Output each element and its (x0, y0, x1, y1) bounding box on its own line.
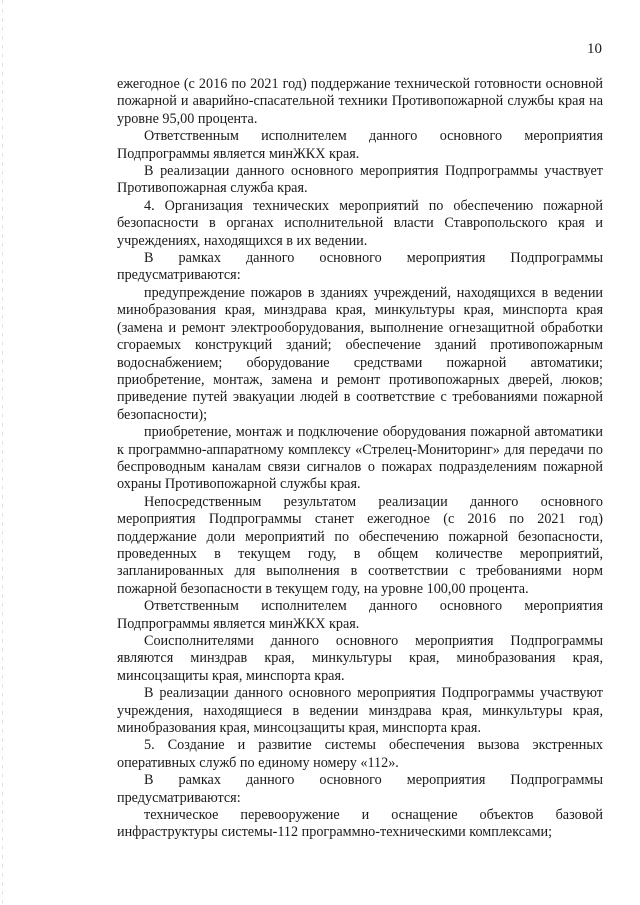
paragraph-continuation: ежегодное (с 2016 по 2021 год) поддержание технической готовности основной пожарной и аварийно-спасательной техники Противопожарной службы края на уровне 95,00 процента. (117, 76, 603, 127)
list-paragraph: приобретение, монтаж и подключение оборудования пожарной автоматики к программно-аппаратному комплексу «Стрелец-Мониторинг» для передачи по беспроводным каналам связи сигналов о пожарах подразделениям пожарной охраны Противопожарной службы края. (117, 424, 603, 493)
paragraph: В рамках данного основного мероприятия Подпрограммы предусматриваются: (117, 250, 603, 284)
document-body (117, 76, 603, 842)
paragraph: Ответственным исполнителем данного основного мероприятия Подпрограммы является минЖКХ края. (117, 598, 603, 632)
paragraph: В реализации данного основного мероприятия Подпрограммы участвуют учреждения, находящиеся в ведении минздрава края, минкультуры края, минобразования края, минсоцзащиты края, минспорта края. (117, 685, 603, 737)
list-paragraph: техническое перевооружение и оснащение объектов базовой инфраструктуры системы-112 программно-техническими комплексами; (117, 807, 603, 841)
scan-edge-marks (2, 0, 5, 905)
paragraph: В реализации данного основного мероприятия Подпрограммы участвует Противопожарная служба края. (117, 163, 603, 197)
paragraph: Ответственным исполнителем данного основного мероприятия Подпрограммы является минЖКХ края. (117, 128, 603, 162)
section-heading-paragraph: 5. Создание и развитие системы обеспечения вызова экстренных оперативных служб по единому номеру «112». (117, 737, 603, 771)
list-paragraph: предупреждение пожаров в зданиях учреждений, находящихся в ведении минобразования края, минздрава края, минкультуры края, минспорта края (замена и ремонт электрооборудования, выполнение огнезащитной обработки сгораемых конструкций зданий; обеспечение зданий противопожарным водоснабжением; оборудование средствами пожарной автоматики; приобретение, монтаж, замена и ремонт противопожарных дверей, люков; приведение путей эвакуации людей в соответствие с требованиями пожарной безопасности); (117, 284, 603, 423)
section-heading-paragraph: 4. Организация технических мероприятий по обеспечению пожарной безопасности в органах исполнительной власти Ставропольского края и учреждениях, находящихся в их ведении. (117, 197, 603, 249)
page-number: 10 (587, 41, 602, 57)
paragraph: Непосредственным результатом реализации данного основного мероприятия Подпрограммы станет ежегодное (с 2016 по 2021 год) поддержание доли мероприятий по обеспечению пожарной безопасности, проведенных в текущем году, в общем количестве мероприятий, запланированных для выполнения в соответствии с требованиями норм пожарной безопасности в текущем году, на уровне 100,00 процента. (117, 493, 603, 597)
paragraph: Соисполнителями данного основного мероприятия Подпрограммы являются минздрав края, минкультуры края, минобразования края, минсоцзащиты края, минспорта края. (117, 633, 603, 684)
paragraph: В рамках данного основного мероприятия Подпрограммы предусматриваются: (117, 772, 603, 806)
